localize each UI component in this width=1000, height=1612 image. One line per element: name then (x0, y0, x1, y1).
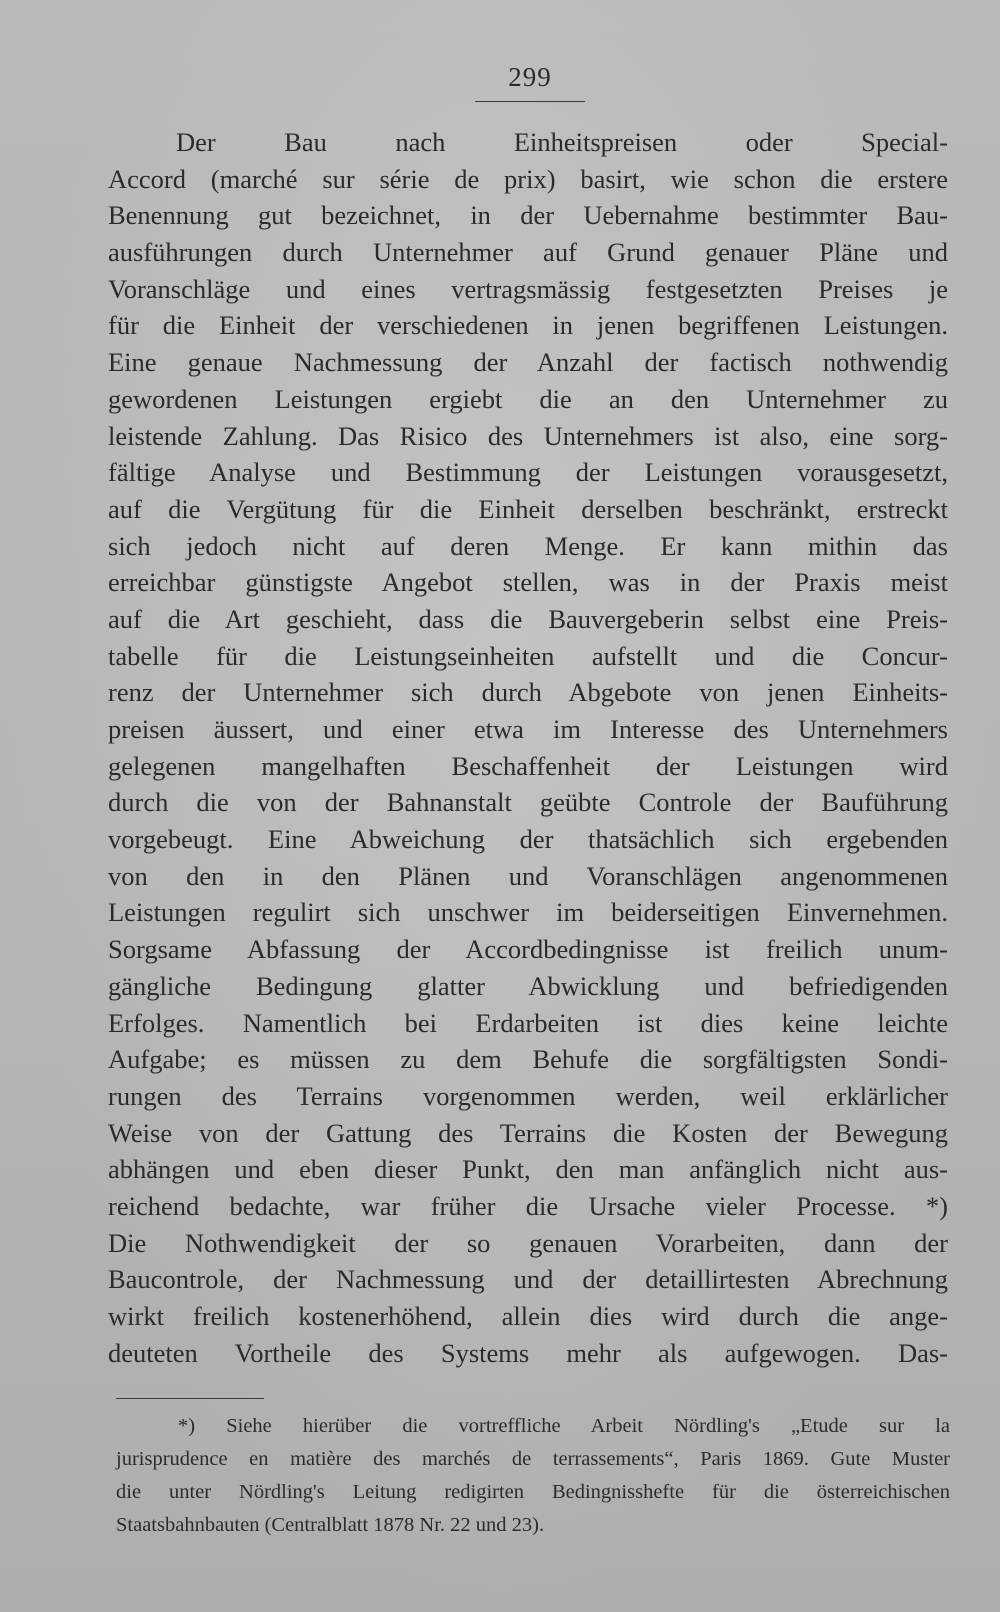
text-line: wirkt freilich kostenerhöhend, allein dies wird durch die ange- (108, 1301, 948, 1331)
text-line: rungen des Terrains vorgenommen werden, weil erklärlicher (108, 1080, 948, 1111)
page-number: 299 (508, 62, 552, 92)
text-line: Baucontrole, der Nachmessung und der detaillirtesten Abrechnung (108, 1264, 948, 1295)
text-line: fältige Analyse und Bestimmung der Leistungen vorausgesetzt, (108, 457, 948, 488)
text-line: Sorgsame Abfassung der Accordbedingnisse ist freilich unum- (108, 934, 948, 965)
text-line: Weise von der Gattung des Terrains die Kosten der Bewegung (108, 1117, 948, 1148)
text-line: auf die Vergütung für die Einheit derselben beschränkt, erstreckt (108, 493, 948, 524)
text-line: deuteten Vortheile des Systems mehr als aufgewogen. Das- (108, 1337, 948, 1368)
text-line: sich jedoch nicht auf deren Menge. Er kann mithin das (108, 530, 948, 561)
text-line: ausführungen durch Unternehmer auf Grund genauer Pläne und (108, 237, 948, 268)
text-line: Eine genaue Nachmessung der Anzahl der factisch nothwendig (108, 347, 948, 378)
text-line: reichend bedachte, war früher die Ursache vieler Processe. *) (108, 1190, 948, 1221)
text-line: durch die von der Bahnanstalt geübte Controle der Bauführung (108, 787, 948, 818)
text-line: tabelle für die Leistungseinheiten aufstellt und die Concur- (108, 640, 948, 671)
text-line: gängliche Bedingung glatter Abwicklung und befriedigenden (108, 970, 948, 1001)
text-line: Die Nothwendigkeit der so genauen Vorarbeiten, dann der (108, 1227, 948, 1258)
footnote-line: *) Siehe hierüber die vortreffliche Arbeit Nördling's „Etude sur la (178, 1415, 950, 1437)
text-line: gewordenen Leistungen ergiebt die an den Unternehmer zu (108, 383, 948, 414)
text-line: für die Einheit der verschiedenen in jenen begriffenen Leistungen. (108, 310, 948, 341)
text-line: auf die Art geschieht, dass die Bauvergeberin selbst eine Preis- (108, 603, 948, 634)
header-rule (475, 101, 585, 102)
footnote (116, 1410, 950, 1542)
text-line: Der Bau nach Einheitspreisen oder Special- (176, 127, 948, 157)
main-paragraph (108, 124, 948, 1371)
text-line: renz der Unternehmer sich durch Abgebote von jenen Einheits- (108, 677, 948, 708)
footnote-rule (116, 1398, 264, 1399)
text-line: vorgebeugt. Eine Abweichung der thatsächlich sich ergebenden (108, 824, 948, 855)
text-line: Leistungen regulirt sich unschwer im beiderseitigen Einvernehmen. (108, 897, 948, 928)
text-line: Benennung gut bezeichnet, in der Uebernahme bestimmter Bau- (108, 200, 948, 231)
text-line: gelegenen mangelhaften Beschaffenheit der Leistungen wird (108, 750, 948, 781)
text-line: Voranschläge und eines vertragsmässig festgesetzten Preises je (108, 273, 948, 304)
text-line: Erfolges. Namentlich bei Erdarbeiten ist dies keine leichte (108, 1007, 948, 1038)
footnote-line: die unter Nördling's Leitung redigirten Bedingnisshefte für die österreichischen (116, 1481, 950, 1503)
text-line: preisen äussert, und einer etwa im Interesse des Unternehmers (108, 714, 948, 744)
text-line: abhängen und eben dieser Punkt, den man anfänglich nicht aus- (108, 1154, 948, 1185)
text-line: erreichbar günstigste Angebot stellen, was in der Praxis meist (108, 567, 948, 598)
text-line: Aufgabe; es müssen zu dem Behufe die sorgfältigsten Sondi- (108, 1044, 948, 1075)
text-line: leistende Zahlung. Das Risico des Unternehmers ist also, eine sorg- (108, 420, 948, 451)
text-line: von den in den Plänen und Voranschlägen angenommenen (108, 860, 948, 891)
text-line: Accord (marché sur série de prix) basirt, wie schon die erstere (108, 163, 948, 194)
footnote-line: jurisprudence en matière des marchés de terrassements“, Paris 1869. Gute Muster (116, 1448, 950, 1470)
footnote-line: Staatsbahnbauten (Centralblatt 1878 Nr. 22 und 23). (116, 1514, 545, 1536)
